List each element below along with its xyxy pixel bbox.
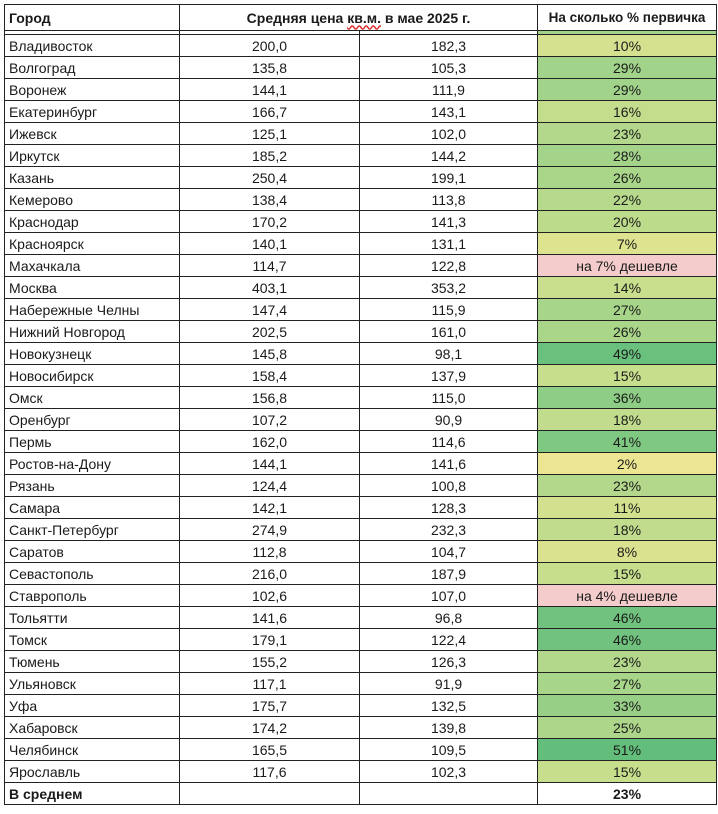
city-cell[interactable]: Омск: [5, 387, 180, 409]
table-row: [5, 519, 717, 541]
pct-cell[interactable]: 16%: [538, 101, 717, 123]
average-pct[interactable]: 23%: [538, 783, 717, 805]
table-row: [5, 497, 717, 519]
city-cell[interactable]: Кемерово: [5, 189, 180, 211]
price-b-cell[interactable]: 353,2: [360, 277, 538, 299]
city-cell[interactable]: Иркутск: [5, 145, 180, 167]
table-row: [5, 387, 717, 409]
pct-cell[interactable]: 29%: [538, 57, 717, 79]
pct-cell[interactable]: 23%: [538, 123, 717, 145]
city-cell[interactable]: Томск: [5, 629, 180, 651]
table-row: [5, 123, 717, 145]
city-cell[interactable]: Севастополь: [5, 563, 180, 585]
city-cell[interactable]: Тюмень: [5, 651, 180, 673]
price-b-cell[interactable]: 91,9: [360, 673, 538, 695]
pct-cell[interactable]: 11%: [538, 497, 717, 519]
price-b-cell[interactable]: 100,8: [360, 475, 538, 497]
city-cell[interactable]: Тольятти: [5, 607, 180, 629]
price-b-cell[interactable]: 141,3: [360, 211, 538, 233]
price-a-cell[interactable]: 166,7: [180, 101, 360, 123]
pct-cell[interactable]: 33%: [538, 695, 717, 717]
header-price-suffix: в мае 2025 г.: [380, 9, 471, 26]
price-b-cell[interactable]: 182,3: [360, 35, 538, 57]
pct-cell[interactable]: 23%: [538, 651, 717, 673]
city-cell[interactable]: Казань: [5, 167, 180, 189]
price-b-cell[interactable]: 114,6: [360, 431, 538, 453]
pct-cell[interactable]: 28%: [538, 145, 717, 167]
price-b-cell[interactable]: 232,3: [360, 519, 538, 541]
city-cell[interactable]: Ульяновск: [5, 673, 180, 695]
price-b-cell[interactable]: 102,3: [360, 761, 538, 783]
price-a-cell[interactable]: 124,4: [180, 475, 360, 497]
price-a-cell[interactable]: 202,5: [180, 321, 360, 343]
price-a-cell[interactable]: 250,4: [180, 167, 360, 189]
price-a-cell[interactable]: 117,6: [180, 761, 360, 783]
price-b-cell[interactable]: 105,3: [360, 57, 538, 79]
pct-cell[interactable]: на 4% дешевле: [538, 585, 717, 607]
pct-cell[interactable]: 10%: [538, 35, 717, 57]
city-cell[interactable]: Ростов-на-Дону: [5, 453, 180, 475]
price-b-cell[interactable]: 122,4: [360, 629, 538, 651]
price-a-cell[interactable]: 141,6: [180, 607, 360, 629]
header-price[interactable]: [180, 5, 538, 31]
average-row: [5, 783, 717, 805]
pct-cell[interactable]: 22%: [538, 189, 717, 211]
city-cell[interactable]: Самара: [5, 497, 180, 519]
table-row: [5, 167, 717, 189]
city-cell[interactable]: Уфа: [5, 695, 180, 717]
pct-cell[interactable]: 15%: [538, 365, 717, 387]
pct-cell[interactable]: 46%: [538, 629, 717, 651]
price-b-cell[interactable]: 143,1: [360, 101, 538, 123]
price-a-cell[interactable]: 147,4: [180, 299, 360, 321]
price-a-cell[interactable]: 165,5: [180, 739, 360, 761]
price-a-cell[interactable]: 112,8: [180, 541, 360, 563]
price-a-cell[interactable]: 274,9: [180, 519, 360, 541]
city-cell[interactable]: Воронеж: [5, 79, 180, 101]
city-cell[interactable]: Рязань: [5, 475, 180, 497]
price-table: [4, 4, 717, 805]
table-row: [5, 101, 717, 123]
price-b-cell[interactable]: 141,6: [360, 453, 538, 475]
city-cell[interactable]: Пермь: [5, 431, 180, 453]
pct-cell[interactable]: 8%: [538, 541, 717, 563]
price-a-cell[interactable]: 179,1: [180, 629, 360, 651]
table-row: [5, 145, 717, 167]
table-row: [5, 233, 717, 255]
header-pct[interactable]: На сколько % первичка: [538, 5, 717, 31]
price-b-cell[interactable]: 90,9: [360, 409, 538, 431]
price-a-cell[interactable]: 403,1: [180, 277, 360, 299]
price-b-cell[interactable]: 107,0: [360, 585, 538, 607]
pct-cell[interactable]: 27%: [538, 673, 717, 695]
average-b[interactable]: [360, 783, 538, 805]
price-b-cell[interactable]: 161,0: [360, 321, 538, 343]
pct-cell[interactable]: 27%: [538, 299, 717, 321]
city-cell[interactable]: Челябинск: [5, 739, 180, 761]
price-a-cell[interactable]: 114,7: [180, 255, 360, 277]
pct-cell[interactable]: 20%: [538, 211, 717, 233]
price-b-cell[interactable]: 109,5: [360, 739, 538, 761]
city-cell[interactable]: Владивосток: [5, 35, 180, 57]
price-b-cell[interactable]: 187,9: [360, 563, 538, 585]
city-cell[interactable]: Хабаровск: [5, 717, 180, 739]
city-cell[interactable]: Набережные Челны: [5, 299, 180, 321]
table-row: [5, 277, 717, 299]
price-b-cell[interactable]: 113,8: [360, 189, 538, 211]
price-a-cell[interactable]: 156,8: [180, 387, 360, 409]
price-a-cell[interactable]: 158,4: [180, 365, 360, 387]
header-row: [5, 5, 717, 31]
table-row: [5, 189, 717, 211]
header-price-spell: кв.м.: [347, 9, 381, 26]
pct-cell[interactable]: 18%: [538, 409, 717, 431]
table-row: [5, 57, 717, 79]
city-cell[interactable]: Москва: [5, 277, 180, 299]
table-row: [5, 365, 717, 387]
price-b-cell[interactable]: 126,3: [360, 651, 538, 673]
price-a-cell[interactable]: 144,1: [180, 453, 360, 475]
city-cell[interactable]: Нижний Новгород: [5, 321, 180, 343]
table-row: [5, 739, 717, 761]
city-cell[interactable]: Саратов: [5, 541, 180, 563]
price-a-cell[interactable]: 175,7: [180, 695, 360, 717]
pct-cell[interactable]: 49%: [538, 343, 717, 365]
price-b-cell[interactable]: 102,0: [360, 123, 538, 145]
pct-cell[interactable]: 18%: [538, 519, 717, 541]
table-row: [5, 79, 717, 101]
price-a-cell[interactable]: 200,0: [180, 35, 360, 57]
table-row: [5, 761, 717, 783]
table-row: [5, 629, 717, 651]
city-cell[interactable]: Волгоград: [5, 57, 180, 79]
city-cell[interactable]: Ставрополь: [5, 585, 180, 607]
price-a-cell[interactable]: 144,1: [180, 79, 360, 101]
pct-cell[interactable]: 14%: [538, 277, 717, 299]
pct-cell[interactable]: 29%: [538, 79, 717, 101]
table-row: [5, 717, 717, 739]
price-b-cell[interactable]: 199,1: [360, 167, 538, 189]
table-row: [5, 211, 717, 233]
table-row: [5, 299, 717, 321]
price-a-cell[interactable]: 102,6: [180, 585, 360, 607]
price-a-cell[interactable]: 125,1: [180, 123, 360, 145]
table-row: [5, 453, 717, 475]
price-a-cell[interactable]: 216,0: [180, 563, 360, 585]
table-body: [5, 35, 717, 783]
price-b-cell[interactable]: 115,0: [360, 387, 538, 409]
table-row: [5, 321, 717, 343]
price-a-cell[interactable]: 142,1: [180, 497, 360, 519]
pct-cell[interactable]: 46%: [538, 607, 717, 629]
city-cell[interactable]: Оренбург: [5, 409, 180, 431]
pct-cell[interactable]: на 7% дешевле: [538, 255, 717, 277]
pct-cell[interactable]: 15%: [538, 563, 717, 585]
price-b-cell[interactable]: 104,7: [360, 541, 538, 563]
table-row: [5, 409, 717, 431]
price-b-cell[interactable]: 98,1: [360, 343, 538, 365]
price-a-cell[interactable]: 140,1: [180, 233, 360, 255]
city-cell[interactable]: Екатеринбург: [5, 101, 180, 123]
city-cell[interactable]: Красноярск: [5, 233, 180, 255]
price-a-cell[interactable]: 174,2: [180, 717, 360, 739]
table-row: [5, 475, 717, 497]
table-row: [5, 431, 717, 453]
table-row: [5, 651, 717, 673]
pct-cell[interactable]: 51%: [538, 739, 717, 761]
header-price-prefix: Средняя цена: [246, 9, 348, 26]
price-b-cell[interactable]: 128,3: [360, 497, 538, 519]
table-row: [5, 343, 717, 365]
table-row: [5, 35, 717, 57]
price-b-cell[interactable]: 132,5: [360, 695, 538, 717]
price-b-cell[interactable]: 111,9: [360, 79, 538, 101]
price-b-cell[interactable]: 137,9: [360, 365, 538, 387]
city-cell[interactable]: Махачкала: [5, 255, 180, 277]
price-a-cell[interactable]: 162,0: [180, 431, 360, 453]
table-row: [5, 695, 717, 717]
pct-cell[interactable]: 25%: [538, 717, 717, 739]
price-a-cell[interactable]: 107,2: [180, 409, 360, 431]
table-row: [5, 673, 717, 695]
price-b-cell[interactable]: 131,1: [360, 233, 538, 255]
city-cell[interactable]: Новокузнецк: [5, 343, 180, 365]
table-row: [5, 255, 717, 277]
average-label[interactable]: В среднем: [5, 783, 180, 805]
city-cell[interactable]: Краснодар: [5, 211, 180, 233]
pct-cell[interactable]: 41%: [538, 431, 717, 453]
city-cell[interactable]: Ижевск: [5, 123, 180, 145]
city-cell[interactable]: Ярославль: [5, 761, 180, 783]
table-row: [5, 607, 717, 629]
price-a-cell[interactable]: 185,2: [180, 145, 360, 167]
price-a-cell[interactable]: 135,8: [180, 57, 360, 79]
table-row: [5, 585, 717, 607]
pct-cell[interactable]: 36%: [538, 387, 717, 409]
pct-cell[interactable]: 2%: [538, 453, 717, 475]
price-b-cell[interactable]: 139,8: [360, 717, 538, 739]
pct-cell[interactable]: 7%: [538, 233, 717, 255]
price-a-cell[interactable]: 138,4: [180, 189, 360, 211]
price-a-cell[interactable]: 155,2: [180, 651, 360, 673]
price-b-cell[interactable]: 122,8: [360, 255, 538, 277]
table-row: [5, 541, 717, 563]
pct-cell[interactable]: 15%: [538, 761, 717, 783]
price-a-cell[interactable]: 145,8: [180, 343, 360, 365]
city-cell[interactable]: Санкт-Петербург: [5, 519, 180, 541]
average-a[interactable]: [180, 783, 360, 805]
city-cell[interactable]: Новосибирск: [5, 365, 180, 387]
pct-cell[interactable]: 26%: [538, 321, 717, 343]
price-b-cell[interactable]: 96,8: [360, 607, 538, 629]
price-a-cell[interactable]: 170,2: [180, 211, 360, 233]
pct-cell[interactable]: 26%: [538, 167, 717, 189]
header-city[interactable]: Город: [5, 5, 180, 31]
price-b-cell[interactable]: 115,9: [360, 299, 538, 321]
price-a-cell[interactable]: 117,1: [180, 673, 360, 695]
price-b-cell[interactable]: 144,2: [360, 145, 538, 167]
table-row: [5, 563, 717, 585]
pct-cell[interactable]: 23%: [538, 475, 717, 497]
